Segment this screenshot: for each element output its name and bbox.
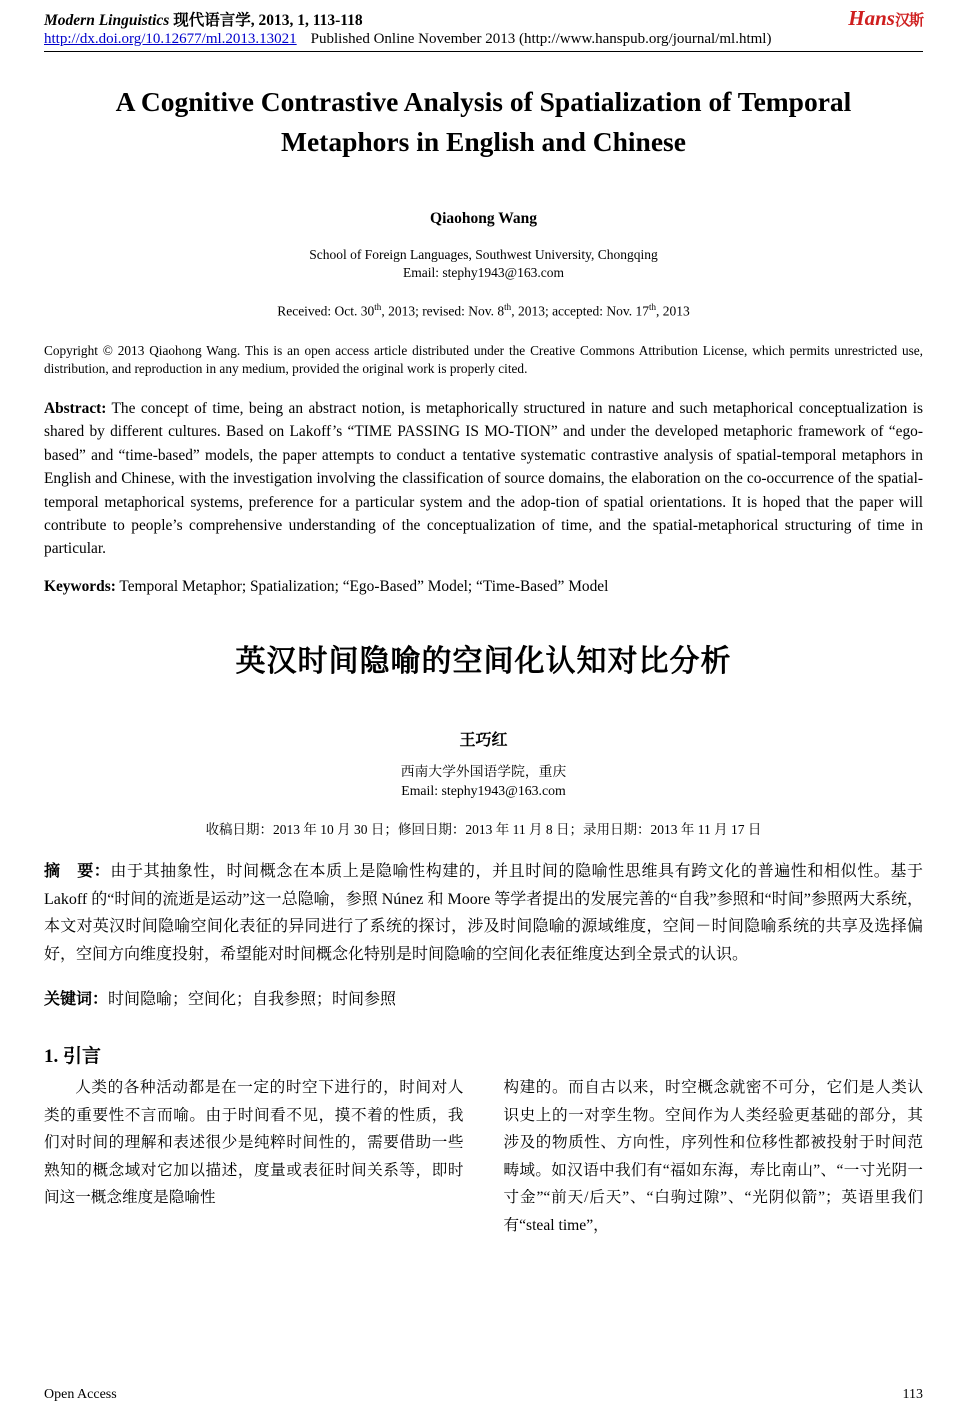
keywords-text-cn: 时间隐喻；空间化；自我参照；时间参照 <box>108 991 397 1009</box>
affiliation-line-en: School of Foreign Languages, Southwest University, Chongqing <box>309 246 658 262</box>
ordinal-suffix-3: th <box>649 302 657 313</box>
email-en: Email: stephy1943@163.com <box>403 264 564 280</box>
dates-en <box>44 302 923 320</box>
copyright-statement: Copyright © 2013 Qiaohong Wang. This is an open access article distributed under the Creative Commons Attribution License, which permits unrestricted use, distribution, and reproduction in any medium, provided the original work is properly cited. <box>44 342 923 377</box>
abstract-label-cn: 摘 要： <box>44 863 111 881</box>
body-column-left <box>44 1074 464 1239</box>
page-title-cn: 英汉时间隐喻的空间化认知对比分析 <box>235 643 732 679</box>
author-name-en: Qiaohong Wang <box>430 209 537 227</box>
publisher-logo-cn: 汉斯 <box>894 13 923 29</box>
keywords-label-cn: 关键词： <box>44 991 109 1009</box>
published-online-text: Published Online November 2013 (http://www.hanspub.org/journal/ml.html) <box>310 31 772 47</box>
keywords-cn <box>44 986 923 1009</box>
page-footer <box>44 1387 923 1403</box>
doi-link[interactable]: http://dx.doi.org/10.12677/ml.2013.13021 <box>44 31 297 47</box>
keywords-text-en: Temporal Metaphor; Spatialization; “Ego-Based” Model; “Time-Based” Model <box>115 577 609 595</box>
abstract-en <box>44 397 923 561</box>
abstract-text-cn: 由于其抽象性，时间概念在本质上是隐喻性构建的，并且时间的隐喻性思维具有跨文化的普遍性和相似性。基于 Lakoff 的“时间的流逝是运动”这一总隐喻，参照 Núnez 和 Moore 等学者提出的发展完善的“自我”参照和“时间”参照两大系统，本文对英汉时间隐喻空间化表征的异同进行了系统的探讨，涉及时间隐喻的源域维度，空间－时间隐喻系统的共享及选择偏好，空间方向维度投射，希望能对时间概念化特别是时间隐喻的空间化表征维度达到全景式的认识。 <box>44 863 923 963</box>
body-column-right <box>504 1074 924 1239</box>
page-number: 113 <box>902 1387 923 1402</box>
section-number: 1. <box>44 1046 59 1068</box>
ordinal-suffix-2: th <box>504 302 512 313</box>
page-title: A Cognitive Contrastive Analysis of Spatialization of Temporal Metaphors in English and Chinese <box>115 86 852 157</box>
publisher-logo-latin: Hans <box>848 6 895 30</box>
email-cn: Email: stephy1943@163.com <box>401 783 566 799</box>
author-name-cn: 王巧红 <box>459 729 508 749</box>
body-paragraph-right: 构建的。而自古以来，时空概念就密不可分，它们是人类认识史上的一对孪生物。空间作为人类经验更基础的部分，其涉及的物质性、方向性，序列性和位移性都被投射于时间范畴域。如汉语中我们有“福如东海，寿比南山”、“一寸光阴一寸金”“前天/后天”、“白驹过隙”、“光阴似箭”；英语里我们有“steal time”， <box>503 1079 923 1234</box>
header-second-row <box>44 31 923 48</box>
journal-title-cn: 现代语言学, 2013, 1, 113-118 <box>169 12 363 29</box>
dates-received: Received: Oct. 30 <box>277 303 375 319</box>
keywords-label-en: Keywords: <box>44 577 116 595</box>
header-divider <box>44 51 923 52</box>
journal-citation <box>44 8 363 30</box>
affiliation-line-cn: 西南大学外国语学院，重庆 <box>400 763 567 779</box>
journal-title: Modern Linguistics <box>44 12 170 29</box>
dates-cn: 收稿日期：2013 年 10 月 30 日；修回日期：2013 年 11 月 8 日；录用日期：2013 年 11 月 17 日 <box>205 822 762 838</box>
affiliation-en <box>44 246 923 282</box>
page-header <box>44 0 923 52</box>
dates-accepted: , 2013; accepted: Nov. 17 <box>511 303 650 319</box>
section-title: 引言 <box>63 1046 102 1068</box>
dates-revised: , 2013; revised: Nov. 8 <box>381 303 505 319</box>
keywords-en <box>44 578 923 596</box>
open-access-label: Open Access <box>44 1387 117 1402</box>
abstract-text-en: The concept of time, being an abstract notion, is metaphorically structured in nature and such metaphorical conceptualization is shared by different cultures. Based on Lakoff’s “TIME PASSING IS MO-TION” and under the developed metaphoric framework of “ego-based” and “time-based” models, the paper attempts to conduct a tentative systematic contrastive analysis of spatial-temporal metaphors in English and Chinese, with the investigation involving the classification of source domains, the elaboration on the co-occurrence of the spatial-temporal metaphorical systems, preference for a particular system and the adop-tion of spatial orientations. It is hoped that the paper will contribute to people’s comprehensive understanding of the conceptualization of time, and the spatial-metaphorical structuring of time in particular. <box>44 399 923 558</box>
body-columns <box>44 1074 923 1239</box>
ordinal-suffix-1: th <box>374 302 382 313</box>
publisher-logo <box>848 8 923 29</box>
dates-year: , 2013 <box>656 303 690 319</box>
abstract-label-en: Abstract: <box>44 399 107 417</box>
abstract-cn <box>44 858 923 968</box>
body-paragraph-left: 人类的各种活动都是在一定的时空下进行的，时间对人类的重要性不言而喻。由于时间看不见，摸不着的性质，我们对时间的理解和表述很少是纯粹时间性的，需要借助一些熟知的概念域对它加以描述，度量或表征时间关系等，即时间这一概念维度是隐喻性 <box>44 1079 464 1207</box>
affiliation-cn <box>44 762 923 801</box>
section-heading <box>44 1041 923 1068</box>
header-top-row <box>44 8 923 30</box>
